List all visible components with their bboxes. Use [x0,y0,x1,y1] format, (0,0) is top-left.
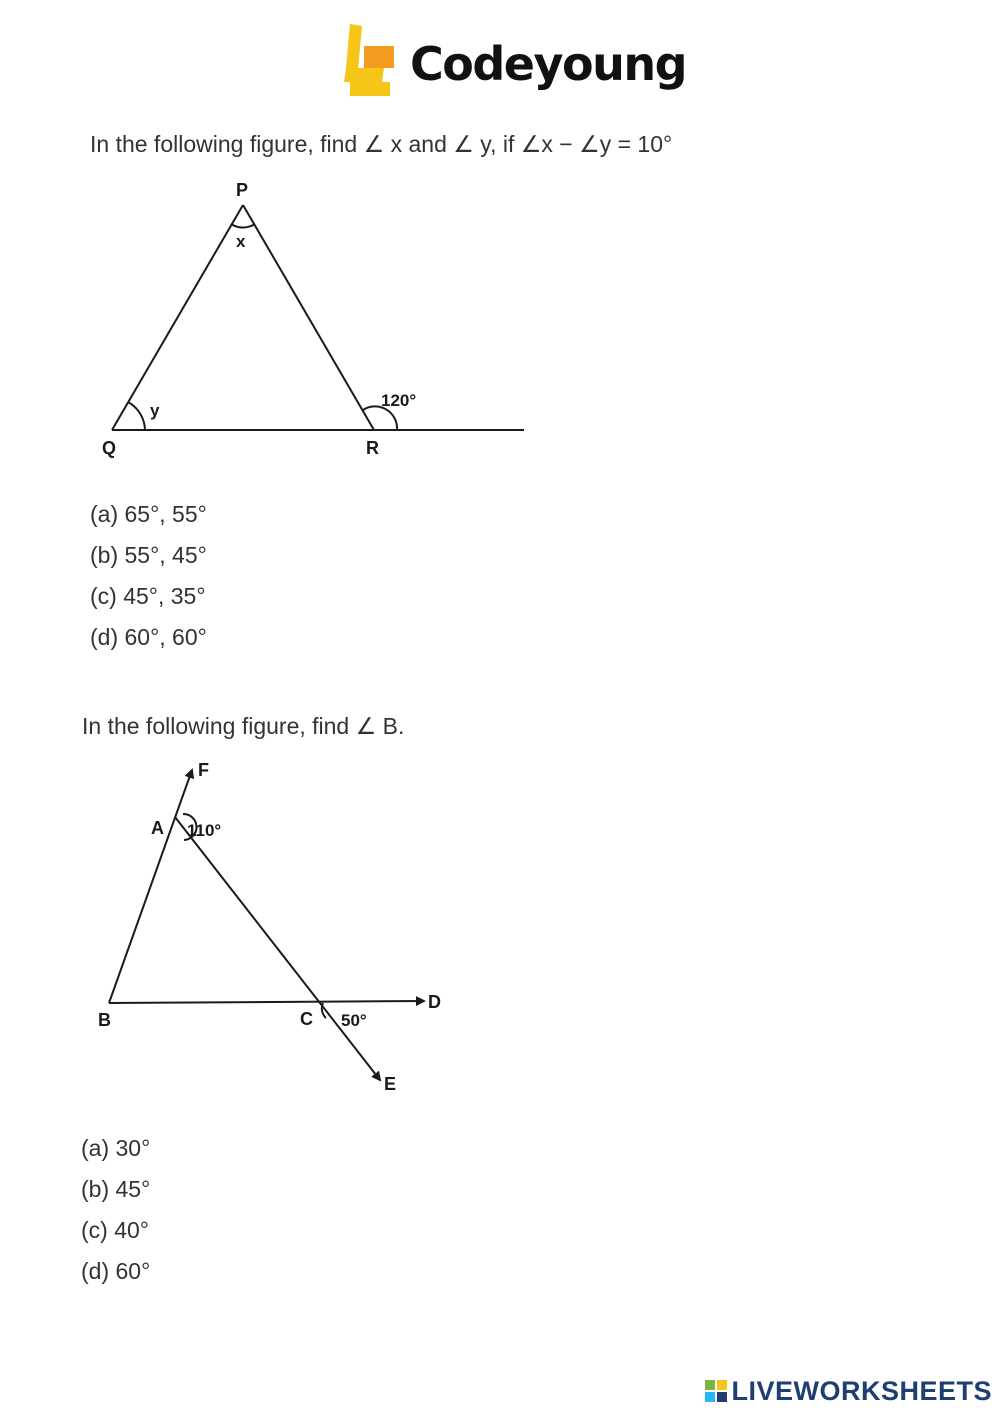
codeyoung-logo-icon [344,24,400,98]
angle-y-arc [128,402,145,430]
label-e: E [384,1074,397,1094]
label-r: R [366,438,379,458]
side-pr [243,205,374,430]
label-c: C [300,1009,313,1029]
option-c: (c) 40° [81,1217,149,1243]
liveworksheets-text: LIVEWORKSHEETS [731,1375,992,1406]
question-1-options [90,494,207,658]
liveworksheets-logo-icon [705,1380,727,1402]
brand-logo [344,24,684,104]
label-exterior-angle: 120° [381,391,417,410]
line-bc-to-d [109,1001,424,1003]
option-b: (b) 45° [81,1176,151,1202]
liveworksheets-watermark [705,1375,992,1407]
option-a: (a) 65°, 55° [90,501,207,527]
option-c: (c) 45°, 35° [90,583,206,609]
label-y: y [150,401,160,420]
label-angle-c: 50° [341,1011,367,1030]
angle-x-arc [231,224,255,228]
label-a: A [151,818,164,838]
question-2-triangle-figure [90,750,470,1100]
line-ac-to-e [175,817,380,1080]
option-d: (d) 60° [81,1258,151,1284]
label-d: D [428,992,441,1012]
brand-name: Codeyoung [410,37,686,91]
label-p: P [236,180,249,200]
question-1-triangle-figure [90,170,530,470]
label-f: F [198,760,209,780]
label-x: x [236,232,246,251]
question-1-text: In the following figure, find ∠ x and ∠ y, if ∠x − ∠y = 10° [90,131,673,157]
line-ba-to-f [109,770,192,1003]
label-q: Q [102,438,117,458]
label-b: B [98,1010,111,1030]
option-d: (d) 60°, 60° [90,624,207,650]
question-2-options [81,1128,150,1292]
side-pq [112,205,243,430]
label-angle-a: 110° [187,821,222,840]
option-b: (b) 55°, 45° [90,542,207,568]
question-2-text: In the following figure, find ∠ B. [82,713,405,739]
option-a: (a) 30° [81,1135,151,1161]
